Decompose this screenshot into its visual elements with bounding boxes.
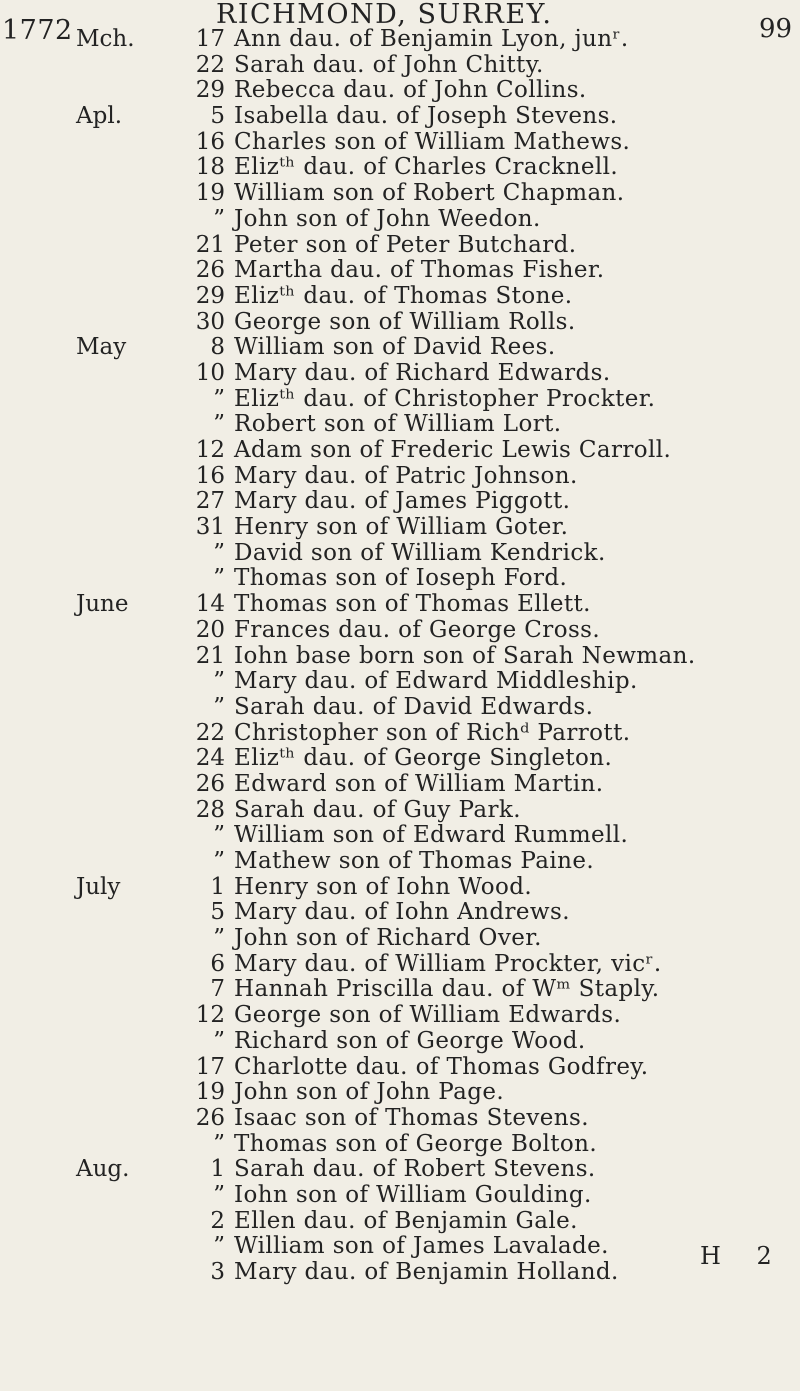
register-entry — [0, 257, 800, 283]
register-entry — [0, 874, 800, 900]
entry-text: Mathew son of Thomas Paine. — [234, 848, 595, 874]
entry-day: 18 — [195, 154, 225, 181]
register-entry — [0, 488, 800, 514]
register-entry — [0, 643, 800, 669]
entry-text: Elizᵗʰ dau. of George Singleton. — [234, 745, 613, 772]
entry-day: ” — [213, 539, 225, 566]
register-entry — [0, 411, 800, 437]
register-entry — [0, 283, 800, 309]
year-label: 1772 — [2, 15, 73, 46]
register-entry — [0, 540, 800, 566]
entry-day: 21 — [195, 642, 225, 669]
entry-day: 24 — [195, 745, 225, 772]
register-entry — [0, 180, 800, 206]
entry-day: 6 — [210, 950, 225, 977]
entry-day: 14 — [195, 591, 225, 618]
entry-text: Charles son of William Mathews. — [234, 128, 631, 155]
register-entry — [0, 437, 800, 463]
register-entry — [0, 976, 800, 1002]
entry-text: Mary dau. of James Piggott. — [234, 488, 571, 515]
entry-day: 17 — [195, 26, 225, 52]
register-entry — [0, 822, 800, 848]
entry-day: ” — [213, 565, 225, 592]
entry-day: 26 — [195, 770, 225, 797]
entry-text: William son of Edward Rummell. — [234, 822, 629, 849]
entry-text: Sarah dau. of Guy Park. — [234, 796, 521, 823]
register-entry — [0, 206, 800, 232]
register-entry — [0, 668, 800, 694]
entry-text: Adam son of Frederic Lewis Carroll. — [234, 437, 672, 463]
baptism-entries — [0, 26, 800, 1285]
entry-text: Isabella dau. of Joseph Stevens. — [234, 103, 618, 130]
register-entry — [0, 1054, 800, 1080]
entry-day: ” — [213, 205, 225, 232]
entry-text: William son of Robert Chapman. — [234, 180, 625, 207]
register-entry — [0, 514, 800, 540]
entry-day: 8 — [210, 334, 225, 361]
entry-text: Frances dau. of George Cross. — [234, 616, 601, 643]
register-entry — [0, 1156, 800, 1182]
register-entry — [0, 1105, 800, 1131]
entry-text: Isaac son of Thomas Stevens. — [234, 1104, 589, 1131]
entry-text: Mary dau. of Richard Edwards. — [234, 359, 611, 386]
page-title: RICHMOND, SURREY. — [216, 0, 553, 30]
entry-text: Henry son of Iohn Wood. — [234, 873, 533, 900]
entry-day: 28 — [195, 796, 225, 823]
register-entry — [0, 154, 800, 180]
entry-text: Mary dau. of William Prockter, vicʳ. — [234, 950, 662, 977]
entry-text: Peter son of Peter Butchard. — [234, 231, 577, 258]
register-entry — [0, 52, 800, 78]
register-entry — [0, 360, 800, 386]
register-entry — [0, 1028, 800, 1054]
entry-day: 2 — [210, 1207, 225, 1234]
entry-text: Martha dau. of Thomas Fisher. — [234, 257, 605, 284]
entry-day: 29 — [195, 77, 225, 104]
entry-day: 1 — [210, 1156, 225, 1183]
entry-text: Thomas son of Ioseph Ford. — [234, 565, 568, 592]
entry-day: ” — [213, 668, 225, 695]
entry-month: June — [76, 591, 129, 618]
entry-month: July — [76, 873, 121, 900]
entry-day: 29 — [195, 282, 225, 309]
entry-text: Sarah dau. of John Chitty. — [234, 51, 544, 78]
entry-day: ” — [213, 411, 225, 438]
entry-day: 17 — [195, 1053, 225, 1080]
signature-mark: H 2 — [700, 1242, 786, 1270]
entry-day: 16 — [195, 462, 225, 489]
entry-text: Mary dau. of Edward Middleship. — [234, 668, 638, 695]
entry-text: Iohn son of William Goulding. — [234, 1181, 592, 1208]
entry-text: Thomas son of Thomas Ellett. — [234, 591, 591, 618]
entry-text: Mary dau. of Benjamin Holland. — [234, 1259, 619, 1285]
register-entry — [0, 1259, 800, 1285]
entry-text: Edward son of William Martin. — [234, 770, 604, 797]
entry-day: ” — [213, 1130, 225, 1157]
entry-day: ” — [213, 693, 225, 720]
entry-day: 1 — [210, 873, 225, 900]
entry-day: ” — [213, 1181, 225, 1208]
register-entry — [0, 797, 800, 823]
entry-text: Elizᵗʰ dau. of Charles Cracknell. — [234, 154, 619, 181]
entry-day: 20 — [195, 616, 225, 643]
entry-day: 12 — [195, 437, 225, 463]
entry-day: 21 — [195, 231, 225, 258]
register-entry — [0, 951, 800, 977]
entry-month: Mch. — [76, 26, 135, 52]
entry-text: Sarah dau. of David Edwards. — [234, 693, 594, 720]
entry-day: 31 — [195, 514, 225, 541]
register-entry — [0, 77, 800, 103]
register-entry — [0, 129, 800, 155]
entry-day: ” — [213, 822, 225, 849]
register-entry — [0, 899, 800, 925]
entry-text: Ann dau. of Benjamin Lyon, junʳ. — [234, 26, 629, 52]
entry-day: 10 — [195, 359, 225, 386]
entry-day: ” — [213, 925, 225, 952]
entry-text: Henry son of William Goter. — [234, 514, 569, 541]
entry-text: George son of William Rolls. — [234, 308, 576, 335]
register-entry — [0, 103, 800, 129]
entry-text: George son of William Edwards. — [234, 1002, 622, 1029]
entry-day: 26 — [195, 257, 225, 284]
entry-text: Hannah Priscilla dau. of Wᵐ Staply. — [234, 976, 660, 1003]
entry-text: William son of David Rees. — [234, 334, 556, 361]
register-entry — [0, 386, 800, 412]
register-entry — [0, 771, 800, 797]
entry-text: Mary dau. of Patric Johnson. — [234, 462, 578, 489]
register-entry — [0, 1079, 800, 1105]
entry-text: Iohn base born son of Sarah Newman. — [234, 642, 696, 669]
entry-text: John son of John Weedon. — [234, 205, 541, 232]
register-entry — [0, 334, 800, 360]
register-entry — [0, 565, 800, 591]
register-entry — [0, 925, 800, 951]
entry-day: 22 — [195, 51, 225, 78]
entry-text: Christopher son of Richᵈ Parrott. — [234, 719, 631, 746]
entry-text: Richard son of George Wood. — [234, 1027, 586, 1054]
entry-text: Robert son of William Lort. — [234, 411, 562, 438]
register-entry — [0, 1131, 800, 1157]
entry-day: 3 — [210, 1259, 225, 1285]
entry-month: May — [76, 334, 127, 361]
register-entry — [0, 26, 800, 52]
entry-day: ” — [213, 1233, 225, 1260]
register-entry — [0, 1208, 800, 1234]
register-entry — [0, 694, 800, 720]
register-entry — [0, 591, 800, 617]
register-entry — [0, 617, 800, 643]
register-entry — [0, 232, 800, 258]
register-entry — [0, 1233, 800, 1259]
register-entry — [0, 848, 800, 874]
register-entry — [0, 720, 800, 746]
register-entry — [0, 1002, 800, 1028]
entry-text: William son of James Lavalade. — [234, 1233, 609, 1260]
entry-text: Elizᵗʰ dau. of Christopher Prockter. — [234, 385, 656, 412]
entry-text: John son of Richard Over. — [234, 925, 542, 952]
entry-day: 27 — [195, 488, 225, 515]
entry-day: 7 — [210, 976, 225, 1003]
entry-day: 19 — [195, 180, 225, 207]
entry-text: David son of William Kendrick. — [234, 539, 606, 566]
entry-month: Apl. — [76, 103, 122, 130]
entry-text: Thomas son of George Bolton. — [234, 1130, 598, 1157]
entry-day: 16 — [195, 128, 225, 155]
entry-day: 30 — [195, 308, 225, 335]
entry-day: 22 — [195, 719, 225, 746]
entry-day: 19 — [195, 1079, 225, 1106]
entry-text: Charlotte dau. of Thomas Godfrey. — [234, 1053, 649, 1080]
entry-day: ” — [213, 385, 225, 412]
entry-text: Ellen dau. of Benjamin Gale. — [234, 1207, 578, 1234]
entry-text: Elizᵗʰ dau. of Thomas Stone. — [234, 282, 573, 309]
entry-day: 5 — [210, 103, 225, 130]
register-entry — [0, 1182, 800, 1208]
register-entry — [0, 463, 800, 489]
entry-text: Mary dau. of Iohn Andrews. — [234, 899, 570, 926]
entry-day: 5 — [210, 899, 225, 926]
entry-month: Aug. — [76, 1156, 130, 1183]
register-entry — [0, 745, 800, 771]
entry-day: ” — [213, 1027, 225, 1054]
entry-day: ” — [213, 848, 225, 874]
entry-day: 12 — [195, 1002, 225, 1029]
entry-text: Rebecca dau. of John Collins. — [234, 77, 587, 104]
entry-text: Sarah dau. of Robert Stevens. — [234, 1156, 596, 1183]
register-entry — [0, 309, 800, 335]
entry-text: John son of John Page. — [234, 1079, 505, 1106]
page-number: 99 — [759, 14, 793, 44]
entry-day: 26 — [195, 1104, 225, 1131]
